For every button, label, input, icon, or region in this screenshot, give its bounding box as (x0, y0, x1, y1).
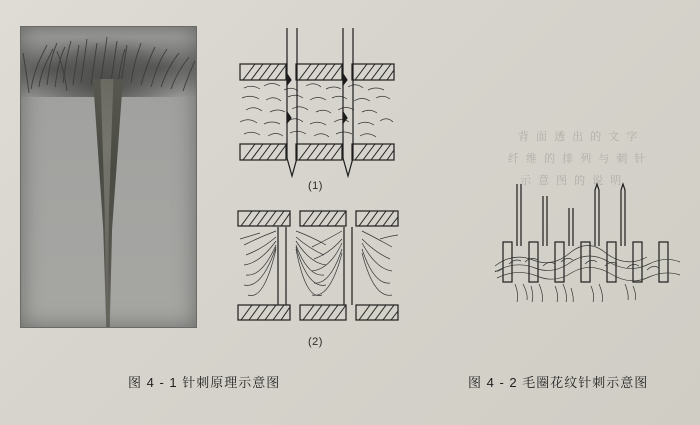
bottom-plate-2 (238, 305, 398, 320)
photo-vignette (21, 27, 196, 327)
fig41-sub-caption-2: (2) (308, 336, 323, 348)
bleed-text-1: 背 面 透 出 的 文 字 (518, 131, 640, 143)
fig41-caption: 图 4 - 1 针刺原理示意图 (128, 375, 281, 390)
fibre-web (240, 84, 393, 138)
needle-punched-fabric-photo (20, 26, 197, 328)
fibre-tuft-right (344, 227, 352, 305)
needle-group (517, 184, 625, 246)
fig41-sub-caption-1: (1) (308, 180, 323, 192)
top-plate (240, 64, 394, 80)
fig42-diagram (495, 180, 680, 325)
fig41-diagram-1 (230, 26, 400, 176)
bottom-plate (240, 144, 394, 160)
pile-loop-band (495, 245, 680, 302)
fig42-caption: 图 4 - 2 毛圈花纹针刺示意图 (468, 375, 649, 390)
holder-bars (503, 242, 668, 282)
fig41-diagram-2 (230, 205, 405, 330)
bleed-text-3: 示 意 图 的 说 明 (520, 175, 624, 187)
top-plate-2 (238, 211, 398, 226)
bleed-text-2: 纤 维 的 排 列 与 刺 针 (508, 153, 648, 165)
fibre-web-2 (240, 231, 398, 296)
fibre-tuft-left (278, 227, 286, 305)
